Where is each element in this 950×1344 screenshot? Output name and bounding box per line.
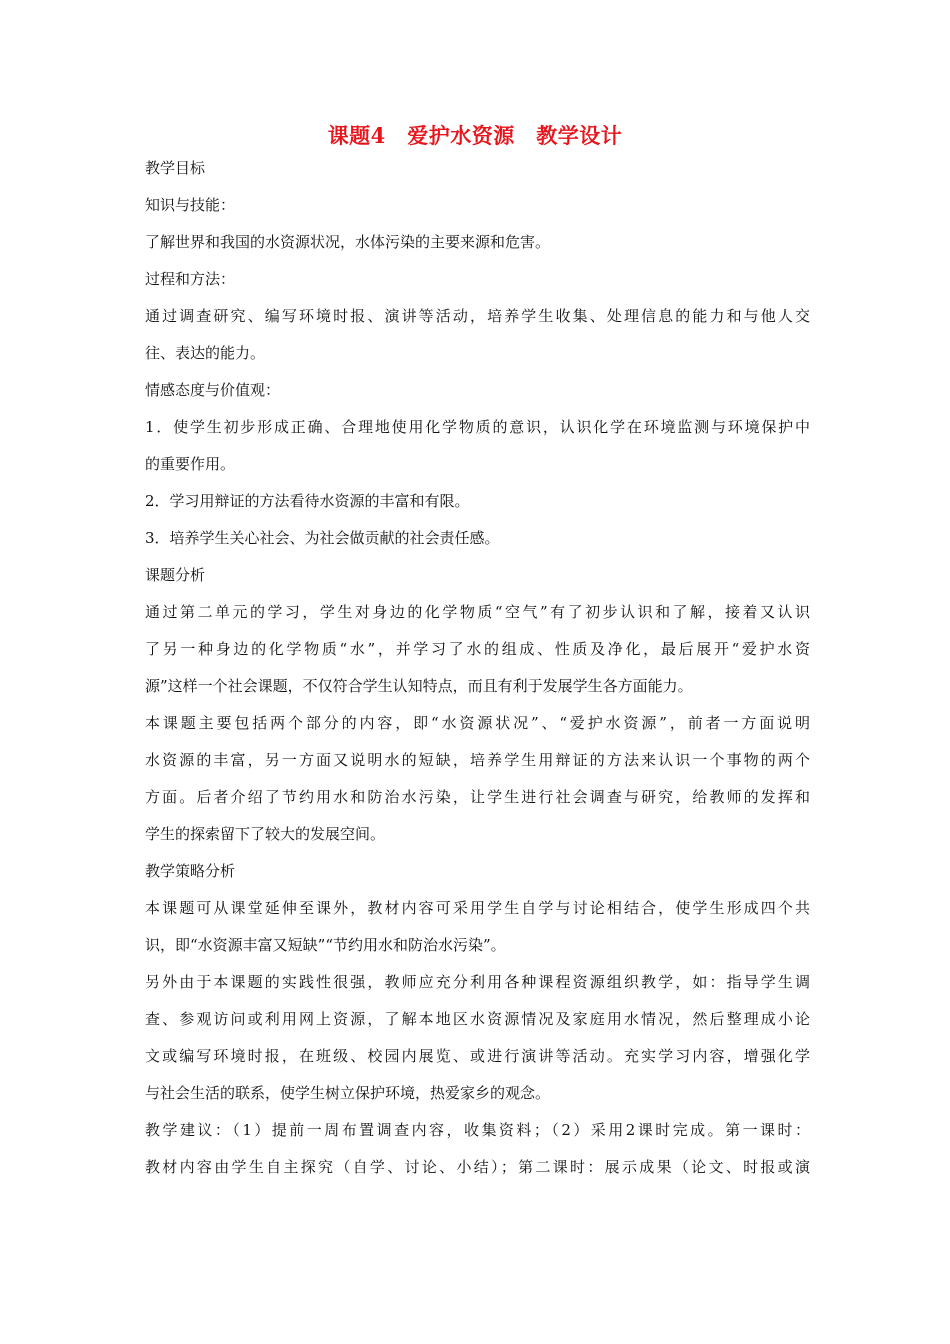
text-line: 与社会生活的联系，使学生树立保护环境，热爱家乡的观念。: [145, 1084, 551, 1102]
text-line: 查、参观访问或利用网上资源，了解本地区水资源情况及家庭用水情况，然后整理成小论: [145, 1010, 810, 1028]
text-line: 课题分析: [145, 566, 206, 584]
text-line: 通过第二单元的学习，学生对身边的化学物质“空气”有了初步认识和了解，接着又认识: [145, 603, 810, 621]
text-line: 另外由于本课题的实践性很强，教师应充分利用各种课程资源组织教学，如：指导学生调: [145, 973, 810, 991]
text-line: 的重要作用。: [145, 455, 236, 473]
text-line: 文或编写环境时报，在班级、校园内展览、或进行演讲等活动。充实学习内容，增强化学: [145, 1047, 810, 1065]
text-line: 通过调查研究、编写环境时报、演讲等活动，培养学生收集、处理信息的能力和与他人交: [145, 307, 810, 325]
text-line: 知识与技能：: [145, 196, 236, 214]
text-line: 教学建议：（1）提前一周布置调查内容，收集资料；（2）采用2课时完成。第一课时：: [145, 1121, 810, 1139]
text-line: 了另一种身边的化学物质“水”，并学习了水的组成、性质及净化，最后展开“爱护水资: [145, 640, 810, 658]
text-line: 教材内容由学生自主探究（自学、讨论、小结）；第二课时：展示成果（论文、时报或演: [145, 1158, 810, 1176]
text-line: 情感态度与价值观：: [145, 381, 281, 399]
document-title: 课题4 爱护水资源 教学设计: [327, 123, 623, 148]
text-line: 过程和方法：: [145, 270, 236, 288]
document-body: [145, 150, 810, 1186]
text-line: 识，即“水资源丰富又短缺”“节约用水和防治水污染”。: [145, 936, 506, 954]
text-line: 本课题主要包括两个部分的内容，即“水资源状况”、“爱护水资源”，前者一方面说明: [145, 714, 810, 732]
text-line: 2．学习用辩证的方法看待水资源的丰富和有限。: [145, 492, 470, 510]
text-line: 3．培养学生关心社会、为社会做贡献的社会责任感。: [145, 529, 500, 547]
text-line: 学生的探索留下了较大的发展空间。: [145, 825, 386, 843]
text-line: 教学策略分析: [145, 862, 236, 880]
text-line: 了解世界和我国的水资源状况，水体污染的主要来源和危害。: [145, 233, 551, 251]
text-line: 源”这样一个社会课题，不仅符合学生认知特点，而且有利于发展学生各方面能力。: [145, 677, 693, 695]
text-line: 教学目标: [145, 159, 206, 177]
text-line: 往、表达的能力。: [145, 344, 266, 362]
text-line: 方面。后者介绍了节约用水和防治水污染，让学生进行社会调查与研究，给教师的发挥和: [145, 788, 810, 806]
text-line: 水资源的丰富，另一方面又说明水的短缺，培养学生用辩证的方法来认识一个事物的两个: [145, 751, 810, 769]
text-line: 1．使学生初步形成正确、合理地使用化学物质的意识，认识化学在环境监测与环境保护中: [145, 418, 810, 436]
text-line: 本课题可从课堂延伸至课外，教材内容可采用学生自学与讨论相结合，使学生形成四个共: [145, 899, 810, 917]
